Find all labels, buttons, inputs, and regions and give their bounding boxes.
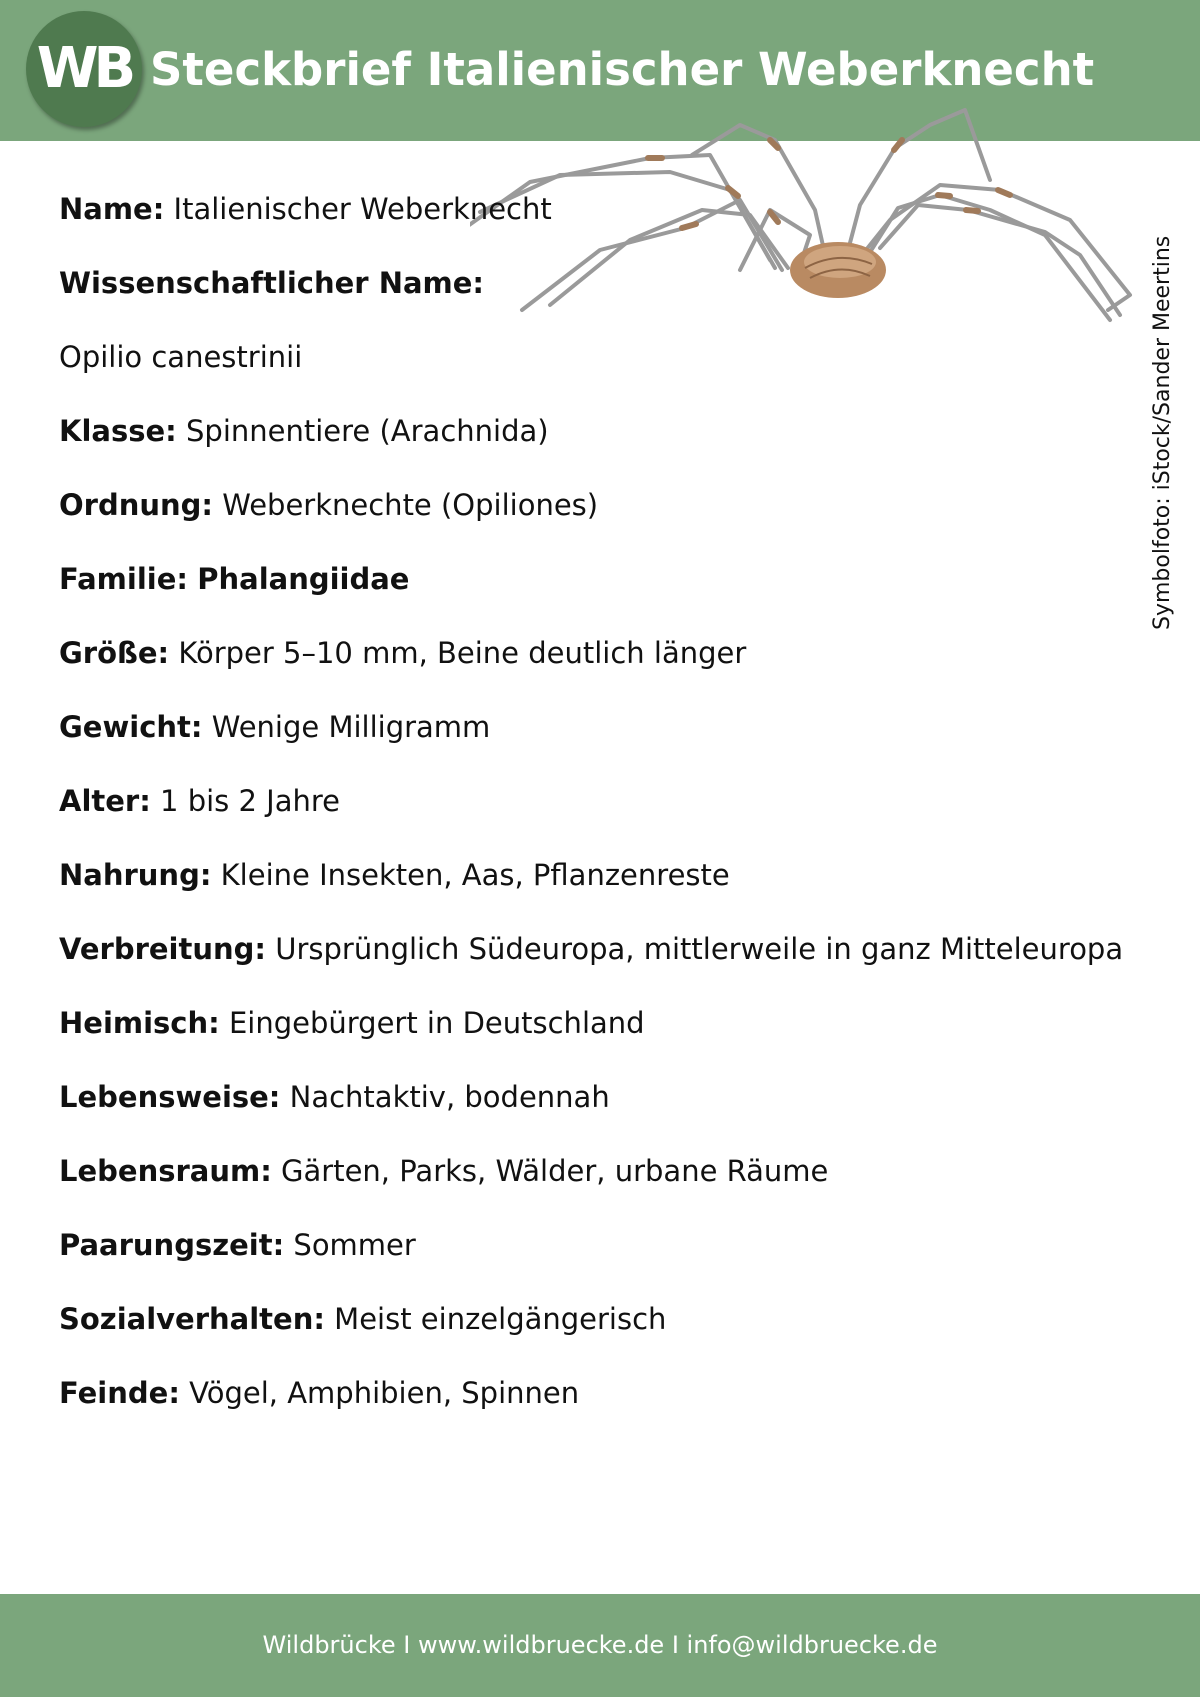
footer-bar: [0, 1594, 1200, 1697]
fact-row: [59, 777, 1099, 851]
wildbruecke-logo: [26, 11, 142, 127]
footer-contact: Wildbrücke I www.wildbruecke.de I info@wildbruecke.de: [262, 1631, 938, 1659]
fact-row: [59, 925, 1124, 999]
fact-row: [59, 1369, 1099, 1443]
fact-row: [59, 1073, 1099, 1147]
fact-value: Weberknechte (Opiliones): [222, 488, 599, 522]
fact-label: Heimisch:: [59, 1006, 220, 1040]
fact-label: Sozialverhalten:: [59, 1302, 325, 1336]
fact-row: [59, 1147, 1099, 1221]
fact-row: [59, 481, 1099, 555]
fact-value: Kleine Insekten, Aas, Pflanzenreste: [220, 858, 730, 892]
fact-label: Feinde:: [59, 1376, 180, 1410]
fact-value: Wenige Milligramm: [211, 710, 491, 744]
fact-row: [59, 555, 1099, 629]
page-title: Steckbrief Italienischer Weberknecht: [150, 43, 1095, 96]
fact-row: [59, 1221, 1099, 1295]
fact-label: Lebensraum:: [59, 1154, 272, 1188]
fact-label: Alter:: [59, 784, 151, 818]
fact-value: Phalangiidae: [197, 562, 410, 596]
fact-value: Spinnentiere (Arachnida): [186, 414, 549, 448]
fact-value: Nachtaktiv, bodennah: [289, 1080, 610, 1114]
fact-row: [59, 1295, 1099, 1369]
fact-value: Vögel, Amphibien, Spinnen: [189, 1376, 580, 1410]
fact-row: [59, 333, 1099, 407]
fact-label: Klasse:: [59, 414, 177, 448]
fact-row: [59, 703, 1099, 777]
fact-value: Ursprünglich Südeuropa, mittlerweile in ganz Mitteleuropa: [275, 932, 1124, 966]
fact-row: [59, 407, 1099, 481]
fact-value: Sommer: [293, 1228, 416, 1262]
fact-label: Größe:: [59, 636, 170, 670]
logo-text: WB: [36, 36, 132, 101]
fact-label: Name:: [59, 192, 165, 226]
fact-label: Paarungszeit:: [59, 1228, 285, 1262]
fact-label: Ordnung:: [59, 488, 214, 522]
fact-row: [59, 999, 1099, 1073]
fact-row: [59, 851, 1099, 925]
fact-label: Wissenschaftlicher Name:: [59, 266, 485, 300]
fact-value: Eingebürgert in Deutschland: [228, 1006, 645, 1040]
fact-value: Meist einzelgängerisch: [334, 1302, 667, 1336]
fact-label: Familie:: [59, 562, 188, 596]
fact-label: Nahrung:: [59, 858, 212, 892]
photo-credit: Symbolfoto: iStock/Sander Meertins: [1150, 235, 1175, 630]
fact-label: Verbreitung:: [59, 932, 267, 966]
fact-label: Gewicht:: [59, 710, 203, 744]
fact-value: Gärten, Parks, Wälder, urbane Räume: [281, 1154, 829, 1188]
fact-row: [59, 629, 1099, 703]
facts-list: [59, 185, 1124, 1443]
fact-row: [59, 259, 1099, 333]
fact-value: 1 bis 2 Jahre: [160, 784, 341, 818]
fact-value: Körper 5–10 mm, Beine deutlich länger: [178, 636, 747, 670]
fact-label: Lebensweise:: [59, 1080, 281, 1114]
fact-value: Italienischer Weberknecht: [173, 192, 552, 226]
fact-row: [59, 185, 1099, 259]
fact-value: Opilio canestrinii: [59, 340, 303, 374]
